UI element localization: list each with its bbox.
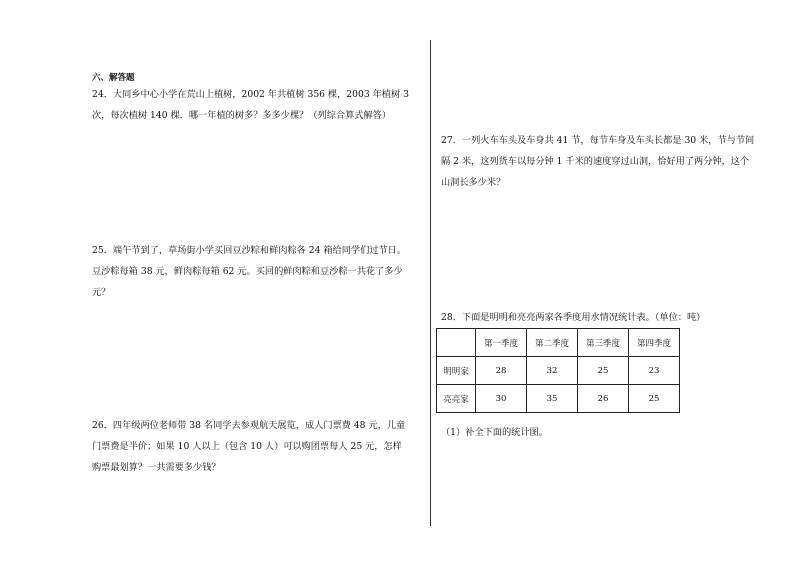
table-row-label: 亮亮家: [437, 385, 476, 413]
question-27-line-3: 山洞长多少米？: [441, 177, 506, 188]
question-24-line-1: 24．大同乡中心小学在荒山上植树，2002 年共植树 356 棵，2003 年植树 3: [92, 89, 409, 100]
question-26-line-3: 购票最划算？一共需要多少钱？: [92, 462, 221, 473]
question-28-text: 28．下面是明明和亮亮两家各季度用水情况统计表。（单位：吨）: [441, 312, 706, 323]
section-title: 六、解答题: [92, 73, 135, 83]
table-row: [437, 385, 680, 413]
table-header-q1: 第一季度: [476, 329, 527, 357]
question-26-line-1: 26．四年级两位老师带 38 名同学去参观航天展览，成人门票费 48 元，儿童: [92, 420, 406, 431]
question-28-subquestion: [441, 422, 771, 443]
table-header-row: [437, 329, 680, 357]
water-usage-table: [436, 328, 680, 413]
question-24-line-2: 次，每次植树 140 棵．哪一年植的树多？多多少棵？（列综合算式解答）: [92, 110, 392, 121]
table-header-q3: 第三季度: [578, 329, 629, 357]
table-row-label: 明明家: [437, 357, 476, 385]
table-cell: 26: [578, 385, 629, 413]
table-header-q2: 第二季度: [527, 329, 578, 357]
table-header-q4: 第四季度: [629, 329, 680, 357]
question-27-line-2: 隔 2 米，这列货车以每分钟 1 千米的速度穿过山洞，恰好用了两分钟，这个: [441, 156, 750, 167]
table-cell: 25: [578, 357, 629, 385]
question-27: [441, 130, 771, 193]
table-cell: 30: [476, 385, 527, 413]
question-27-line-1: 27．一列火车车头及车身共 41 节，每节车身及车头长都是 30 米，节与节间: [441, 135, 755, 146]
question-25: [92, 240, 422, 303]
question-28: [441, 307, 771, 328]
table-cell: 23: [629, 357, 680, 385]
table-cell: 28: [476, 357, 527, 385]
table-cell: 25: [629, 385, 680, 413]
question-25-line-2: 豆沙粽每箱 38 元，鲜肉粽每箱 62 元。买回的鲜肉粽和豆沙粽一共花了多少: [92, 266, 403, 277]
table-cell: 32: [527, 357, 578, 385]
question-25-line-1: 25．端午节到了，草场街小学买回豆沙粽和鲜肉粽各 24 箱给同学们过节日。: [92, 245, 407, 256]
column-divider: [430, 40, 431, 526]
table-corner-cell: [437, 329, 476, 357]
question-28-sub-text: （1）补全下面的统计图。: [441, 427, 548, 438]
question-26: [92, 415, 422, 478]
question-25-line-3: 元？: [92, 287, 111, 298]
question-24: [92, 84, 414, 126]
table-row: [437, 357, 680, 385]
table-cell: 35: [527, 385, 578, 413]
question-26-line-2: 门票费是半价；如果 10 人以上（包含 10 人）可以购团票每人 25 元，怎样: [92, 441, 402, 452]
